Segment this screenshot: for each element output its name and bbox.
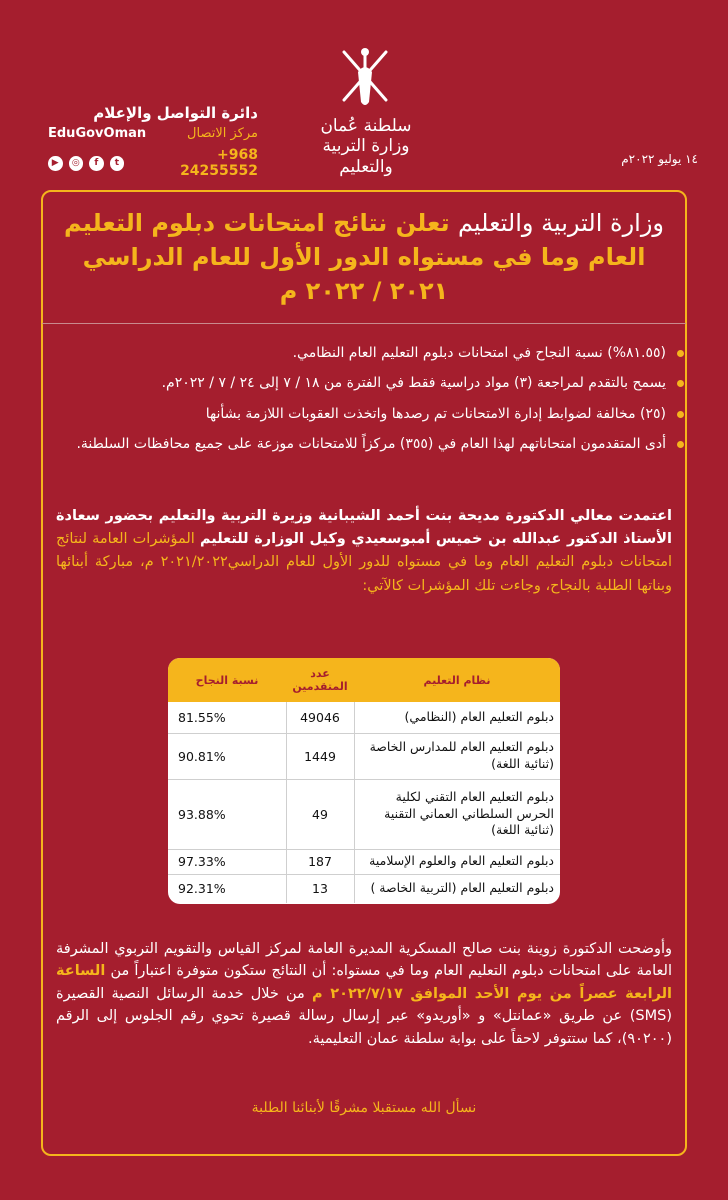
cell-pass-rate: 92.31% — [178, 881, 226, 897]
header-pass-rate: نسبة النجاح — [168, 658, 286, 702]
contact-row — [48, 126, 258, 141]
phone-number[interactable]: +968 24255552 — [180, 147, 258, 179]
headline-lead: وزارة التربية والتعليم — [457, 209, 665, 237]
cell-count: 1449 — [286, 733, 354, 779]
sultanate-name: سلطنة عُمان — [320, 116, 412, 136]
bullet-icon — [677, 441, 684, 448]
bullet-icon — [677, 411, 684, 418]
publish-date: ١٤ يوليو ٢٠٢٢م — [621, 152, 698, 166]
list-item — [36, 342, 684, 364]
contact-label: مركز الاتصال — [187, 126, 258, 141]
twitter-icon[interactable]: t — [110, 156, 125, 171]
youtube-icon[interactable]: ▶ — [48, 156, 63, 171]
headline — [60, 206, 668, 308]
department-name: دائرة التواصل والإعلام — [93, 104, 258, 122]
results-table-card — [168, 658, 560, 904]
list-item — [36, 433, 684, 455]
bullet-text: (٢٥) مخالفة لضوابط إدارة الامتحانات تم رصدها واتخذت العقوبات اللازمة بشأنها — [205, 405, 666, 422]
cell-pass-rate: 93.88% — [168, 779, 286, 849]
bullet-text: (٨١.٥٥%) نسبة النجاح في امتحانات دبلوم التعليم العام النظامي. — [292, 345, 666, 361]
cell-count: 49 — [286, 779, 354, 849]
header-system: نظام التعليم — [354, 658, 560, 702]
headline-rest: تعلن نتائج امتحانات دبلوم التعليم العام وما في مستواه الدور الأول للعام الدراسي ٢٠٢١ / ٢٠٢٢ م — [63, 209, 646, 306]
table-row — [168, 849, 560, 874]
results-availability-paragraph — [56, 938, 672, 1050]
ministry-logo-text — [296, 116, 436, 177]
list-item — [36, 403, 684, 425]
cell-pass-rate: 90.81% — [168, 733, 286, 779]
cell-system: دبلوم التعليم العام (التربية الخاصة ) — [370, 880, 554, 896]
cell-pass-rate: 97.33% — [168, 849, 286, 874]
handle[interactable]: EduGovOman — [48, 126, 147, 141]
department-block — [48, 104, 258, 179]
availability-text-2: من خلال خدمة الرسائل النصية القصيرة (SMS) عن طريق «عمانتل» و «أوريدو» عبر إرسال رسالة قصيرة تحوي رقم الجلوس إلى الرقم (٩٠٢٠٠)، كما ستتوفر لاحقاً على بوابة سلطنة عمان التعليمية. — [56, 985, 672, 1047]
table-row — [168, 733, 560, 779]
table-row — [168, 874, 560, 903]
cell-system: دبلوم التعليم العام للمدارس الخاصة (ثنائية اللغة) — [354, 733, 560, 779]
availability-time: الساعة الرابعة عصراً من يوم الأحد الموافق ٢٠٢٢/٧/١٧ م — [56, 963, 672, 1002]
header-count: عدد المتقدمين — [286, 658, 354, 702]
results-table — [168, 658, 560, 903]
cell-count: 13 — [286, 874, 354, 903]
closing-line: نسأل الله مستقبلا مشرقًا لأبنائنا الطلبة — [251, 1100, 477, 1116]
bullet-icon — [677, 350, 684, 357]
cell-system: دبلوم التعليم العام والعلوم الإسلامية — [354, 849, 560, 874]
divider — [42, 323, 686, 324]
table-header-row — [168, 658, 560, 702]
table-row — [168, 702, 560, 733]
bullet-icon — [677, 380, 684, 387]
bullet-text: يسمح بالتقدم لمراجعة (٣) مواد دراسية فقط في الفترة من ١٨ / ٧ إلى ٢٤ / ٧ / ٢٠٢٢م. — [161, 375, 666, 392]
cell-pass-rate: 81.55% — [168, 702, 286, 733]
availability-text-1: وأوضحت الدكتورة زوينة بنت صالح المسكرية المديرة العامة لمركز القياس والتقويم التربوي المشرفة العامة على امتحانات دبلوم التعليم العام وما في مستواه: أن النتائج ستكون متوفرة اعتباراً من — [56, 941, 672, 980]
cell-system: دبلوم التعليم العام التقني لكلية الحرس السلطاني العماني التقنية (ثنائية اللغة) — [354, 779, 560, 849]
approval-text: المؤشرات العامة لنتائج امتحانات دبلوم التعليم العام وما في مستواه للدور الأول للعام الدراسي٢٠٢١/٢٠٢٢ م، مباركة أبنائها وبناتها الطلبة بالنجاح، وجاءت تلك المؤشرات كالآتي: — [56, 531, 672, 594]
table-row — [168, 779, 560, 849]
facebook-icon[interactable]: f — [89, 156, 104, 171]
cell-count: 49046 — [286, 702, 354, 733]
oman-emblem-icon — [336, 42, 394, 112]
header — [0, 0, 728, 190]
instagram-icon[interactable]: ◎ — [69, 156, 84, 171]
key-points — [36, 342, 684, 464]
bullet-text: أدى المتقدمون امتحاناتهم لهذا العام في (٣٥٥) مركزاً للامتحانات موزعة على جميع محافظات السلطنة. — [76, 436, 666, 453]
approval-paragraph — [56, 505, 672, 598]
list-item — [36, 372, 684, 394]
approval-bold: اعتمدت معالي الدكتورة مديحة بنت أحمد الشيبانية وزيرة التربية والتعليم بحضور سعادة الأستاذ الدكتور عبدالله بن خميس أمبوسعيدي وكيل الوزارة للتعليم — [56, 508, 673, 548]
ministry-name: وزارة التربية والتعليم — [322, 136, 410, 177]
social-row — [48, 147, 258, 179]
cell-system: دبلوم التعليم العام (النظامي) — [354, 702, 560, 733]
cell-count: 187 — [286, 849, 354, 874]
